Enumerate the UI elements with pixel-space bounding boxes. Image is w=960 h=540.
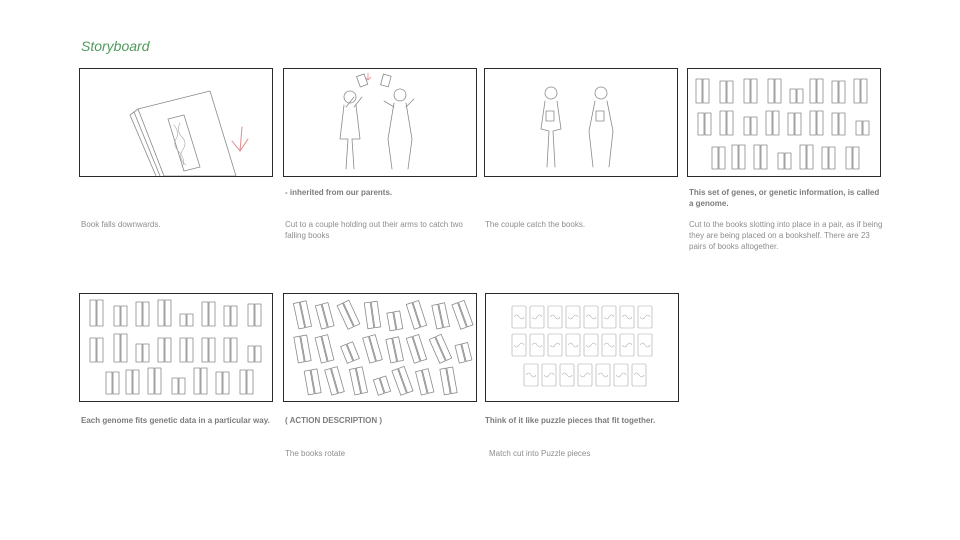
frame-3-action: The couple catch the books. — [485, 220, 586, 229]
storyboard-frame-5[interactable] — [79, 293, 273, 402]
frame-5-dialogue: Each genome fits genetic data in a particular way. — [81, 416, 270, 425]
couple-holding-books-sketch — [485, 69, 677, 176]
frame-6-dialogue: ( ACTION DESCRIPTION ) — [285, 416, 383, 425]
falling-book-sketch — [80, 69, 272, 176]
frame-1-action: Book falls downwards. — [81, 220, 161, 229]
storyboard-frame-7[interactable] — [485, 293, 679, 402]
frame-4-action: Cut to the books slotting into place in a pair, as if being they are being placed on a bookshelf. There are 23 pairs of books altogether. — [689, 220, 883, 251]
couple-catching-sketch — [284, 69, 476, 176]
frame-2-dialogue: - inherited from our parents. — [285, 188, 393, 197]
frame-7-action: Match cut into Puzzle pieces — [489, 449, 591, 458]
puzzle-pieces-sketch — [486, 294, 678, 401]
rotating-books-sketch — [284, 294, 476, 401]
page-title: Storyboard — [81, 38, 150, 54]
frame-2-action: Cut to a couple holding out their arms to catch two falling books — [285, 220, 463, 240]
storyboard-frame-4[interactable] — [687, 68, 881, 177]
frame-7-dialogue: Think of it like puzzle pieces that fit together. — [485, 416, 656, 425]
storyboard-frame-6[interactable] — [283, 293, 477, 402]
book-pairs-sketch — [688, 69, 880, 176]
storyboard-frame-2[interactable] — [283, 68, 477, 177]
storyboard-frame-1[interactable] — [79, 68, 273, 177]
frame-4-dialogue: This set of genes, or genetic information, is called a genome. — [689, 188, 880, 208]
frame-6-action: The books rotate — [285, 449, 346, 458]
book-pairs-fit-sketch — [80, 294, 272, 401]
storyboard-frame-3[interactable] — [484, 68, 678, 177]
